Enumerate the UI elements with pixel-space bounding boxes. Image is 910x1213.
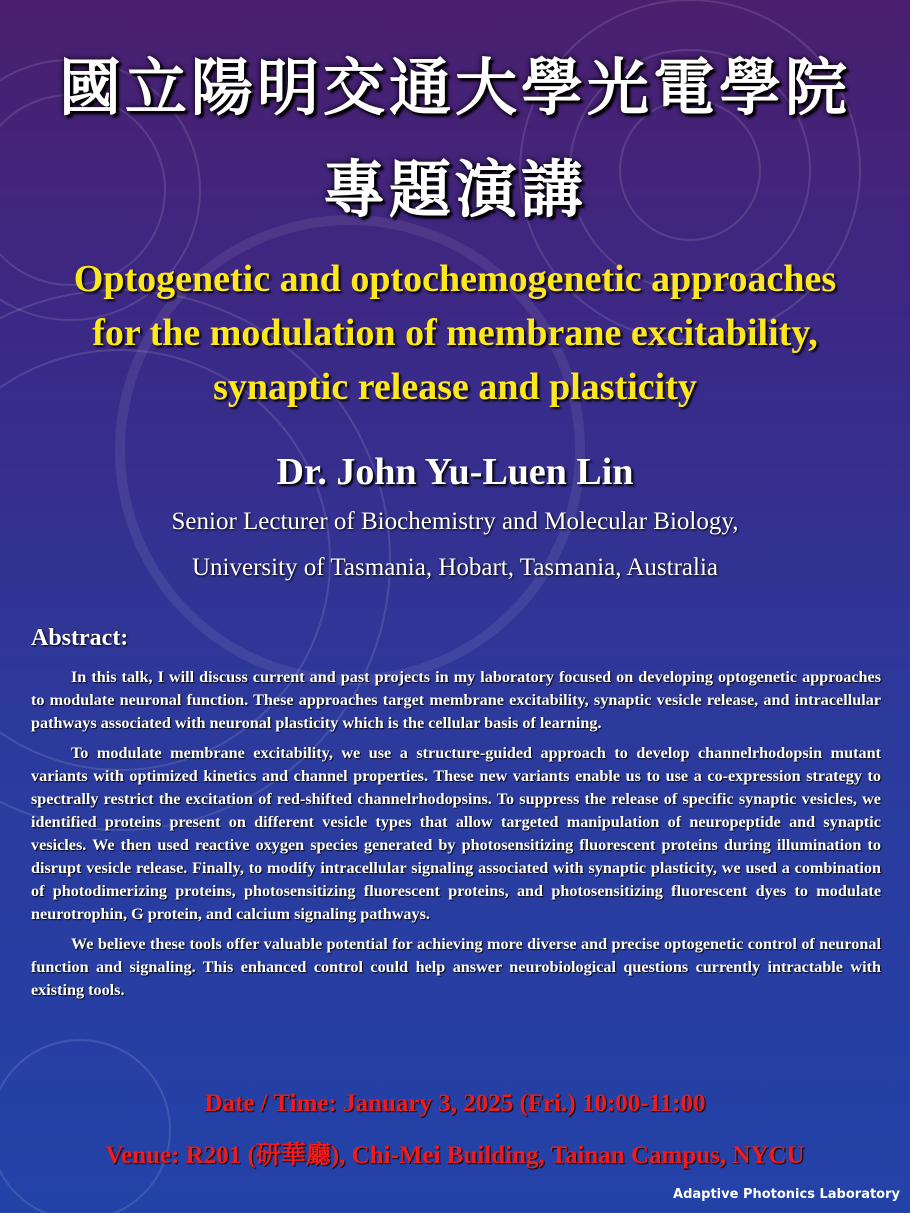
speaker-position: Senior Lecturer of Biochemistry and Molecular Biology, (171, 508, 739, 535)
talk-title-line: for the modulation of membrane excitability, (92, 312, 818, 354)
abstract-paragraph: We believe these tools offer valuable potential for achieving more diverse and precise optogenetic control of neuronal function and signaling. This enhanced control could help answer neurobiological questions currently intractable with existing tools. (31, 935, 881, 999)
event-type-title: 專題演講 (322, 153, 587, 226)
abstract-heading: Abstract: (31, 625, 129, 651)
talk-title (10, 252, 900, 414)
lab-name: Adaptive Photonics Laboratory (673, 1187, 900, 1202)
event-venue: Venue: R201 (研華廳), Chi-Mei Building, Tainan Campus, NYCU (105, 1142, 805, 1169)
speaker-name: Dr. John Yu-Luen Lin (276, 451, 634, 493)
talk-title-line: synaptic release and plasticity (213, 366, 697, 408)
talk-title-line: Optogenetic and optochemogenetic approaches (73, 258, 837, 300)
event-datetime: Date / Time: January 3, 2025 (Fri.) 10:00-11:00 (204, 1090, 706, 1117)
institution-title: 國立陽明交通大學光電學院 (58, 51, 851, 124)
abstract-body (31, 666, 881, 1009)
abstract-paragraph: To modulate membrane excitability, we use a structure-guided approach to develop channelrhodopsin mutant variants with optimized kinetics and channel properties. These new variants enable us to use a co-expression strategy to spectrally restrict the excitation of red-shifted channelrhodopsins. To suppress the release of specific synaptic vesicles, we identified proteins present on different vesicle types that allow targeted manipulation of neuropeptide and synaptic vesicles. We then used reactive oxygen species generated by photosensitizing fluorescent proteins during illumination to disrupt vesicle release. Finally, to modify intracellular signaling associated with synaptic plasticity, we used a combination of photodimerizing proteins, photosensitizing fluorescent proteins, and photosensitizing fluorescent dyes to modulate neurotrophin, G protein, and calcium signaling pathways. (31, 744, 881, 923)
speaker-affiliation: University of Tasmania, Hobart, Tasmania, Australia (191, 554, 718, 581)
abstract-paragraph: In this talk, I will discuss current and past projects in my laboratory focused on developing optogenetic approaches to modulate neuronal function. These approaches target membrane excitability, synaptic vesicle release, and intracellular pathways associated with neuronal plasticity which is the cellular basis of learning. (31, 668, 881, 732)
